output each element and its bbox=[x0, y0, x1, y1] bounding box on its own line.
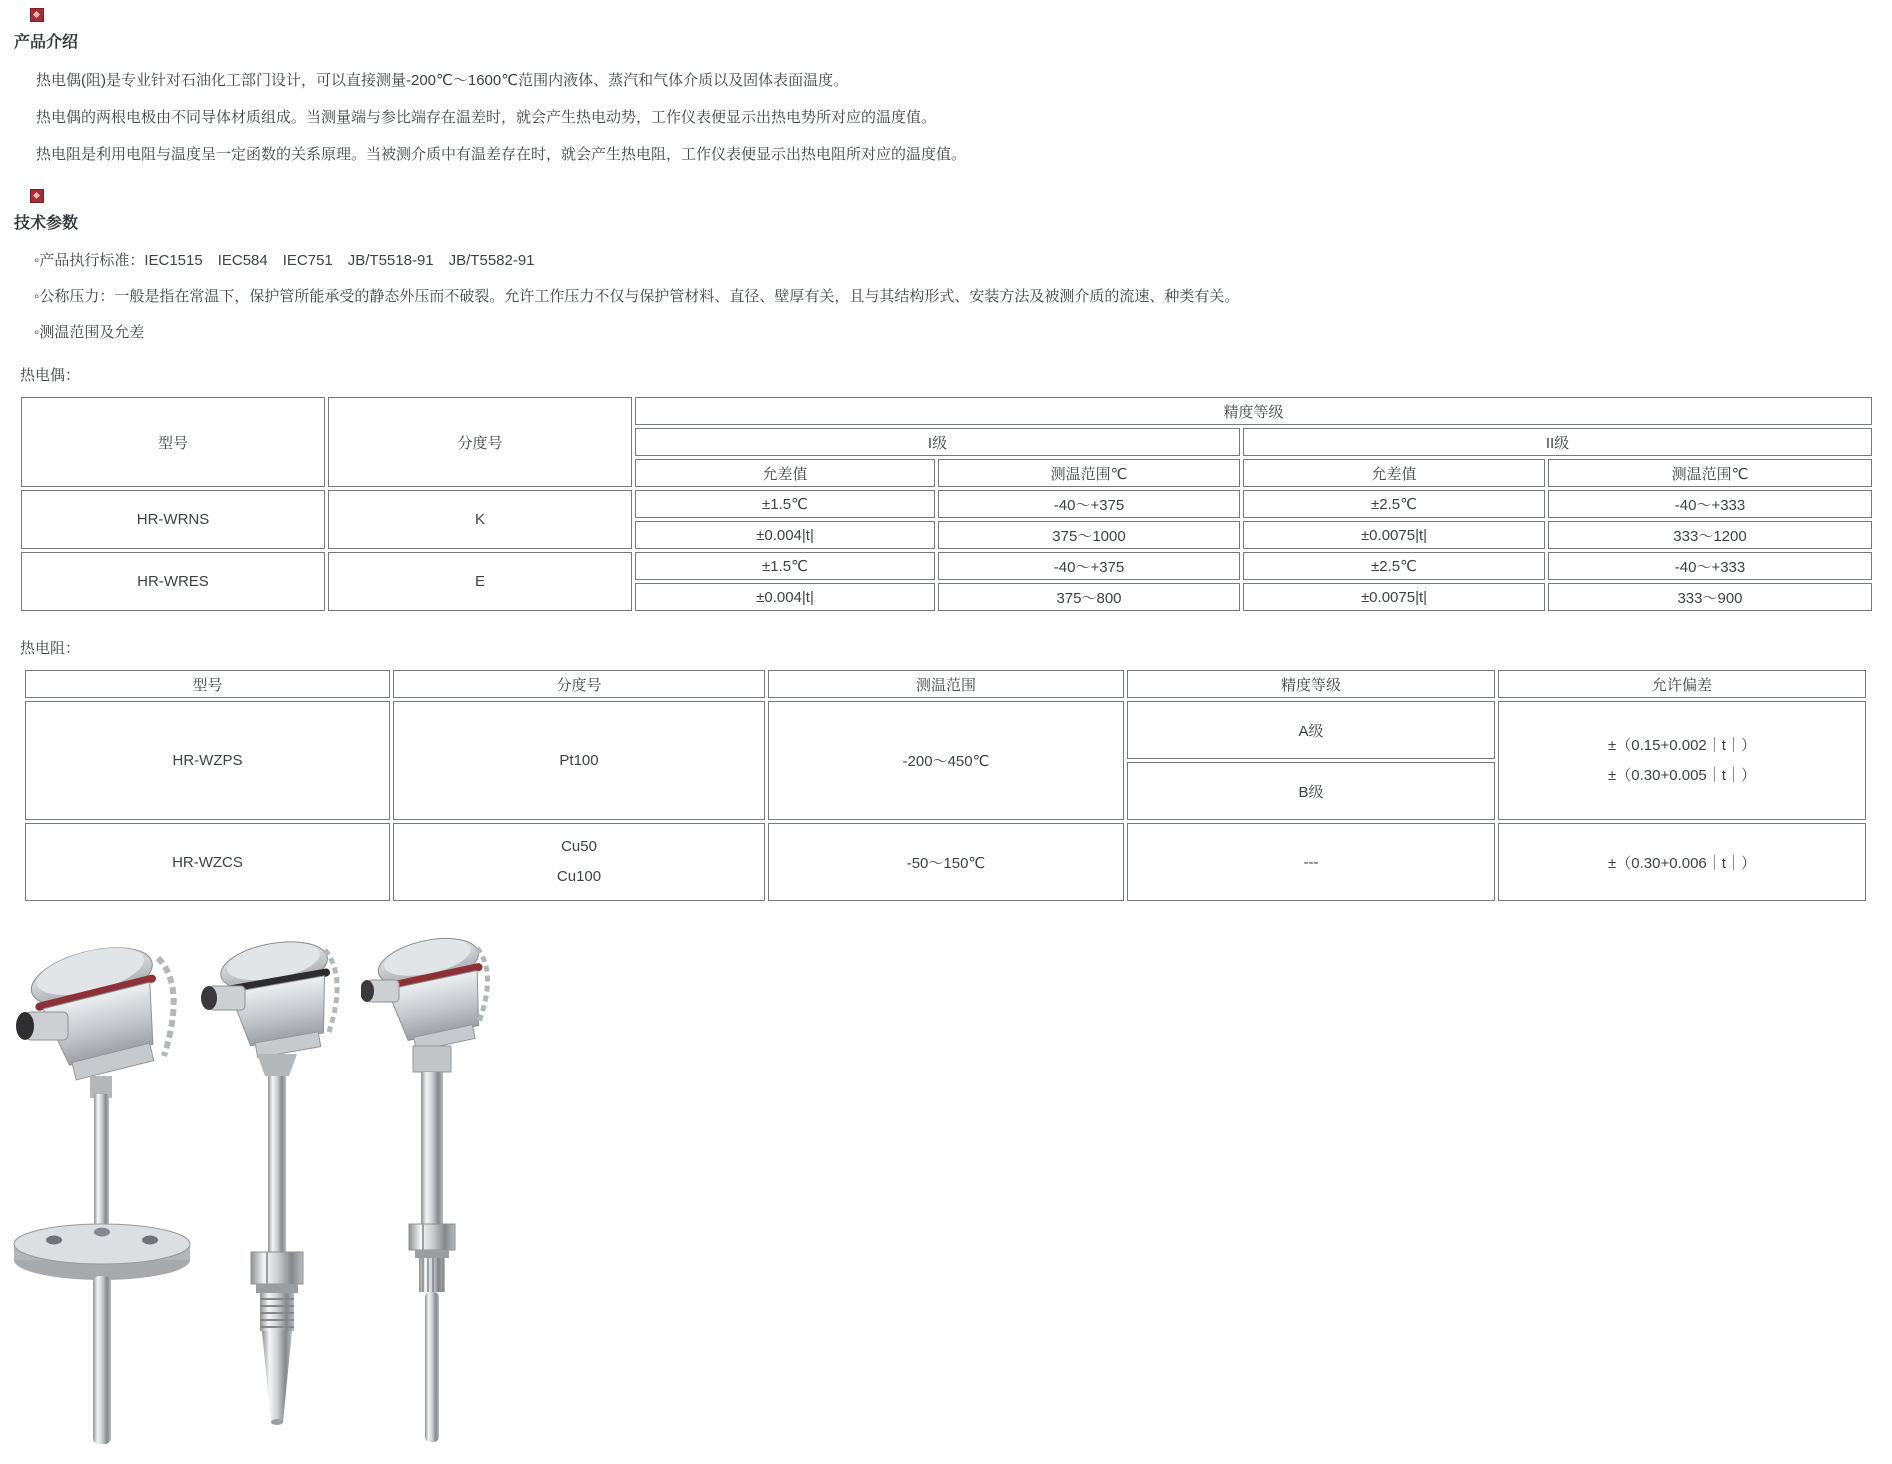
product-photos bbox=[6, 924, 1892, 1464]
section-marker-icon bbox=[30, 8, 44, 22]
cell-range: 375～800 bbox=[938, 583, 1240, 611]
table-header-row bbox=[25, 670, 1866, 698]
cell-range: -40～+333 bbox=[1548, 552, 1872, 580]
cell-range: -200～450℃ bbox=[768, 701, 1124, 820]
cell-tolerance: ±1.5℃ bbox=[635, 552, 935, 580]
th-range: 测温范围 bbox=[768, 670, 1124, 698]
cell-tolerance: ±0.004|t| bbox=[635, 583, 935, 611]
cell-tolerance: ±1.5℃ bbox=[635, 490, 935, 518]
cell-grade: --- bbox=[1127, 823, 1495, 901]
deviation-line-1: ±（0.15+0.002｜t｜） bbox=[1608, 736, 1756, 754]
cell-range: -40～+333 bbox=[1548, 490, 1872, 518]
intro-paragraph-2: 热电偶的两根电极由不同导体材质组成。当测量端与参比端存在温差时，就会产生热电动势，工作仪表便显示出热电势所对应的温度值。 bbox=[36, 109, 937, 126]
th-graduation: 分度号 bbox=[328, 397, 632, 487]
product-photo-flange-thermocouple bbox=[6, 924, 201, 1454]
th-tolerance: 允差值 bbox=[635, 459, 935, 487]
th-range: 测温范围℃ bbox=[938, 459, 1240, 487]
cell-graduation bbox=[393, 823, 765, 901]
th-class-2: II级 bbox=[1243, 428, 1872, 456]
cell-range: -40～+375 bbox=[938, 490, 1240, 518]
table-row bbox=[25, 823, 1866, 901]
th-accuracy-class: 精度等级 bbox=[635, 397, 1872, 425]
cell-model: HR-WRES bbox=[21, 552, 325, 611]
cell-range: -50～150℃ bbox=[768, 823, 1124, 901]
table-row bbox=[21, 552, 1872, 580]
rtd-table-label: 热电阻： bbox=[20, 640, 81, 657]
deviation-line-2: ±（0.30+0.005｜t｜） bbox=[1608, 766, 1756, 784]
th-model: 型号 bbox=[21, 397, 325, 487]
product-photo-threaded-thermocouple bbox=[201, 924, 361, 1454]
th-graduation: 分度号 bbox=[393, 670, 765, 698]
cell-grade: A级 bbox=[1127, 701, 1495, 759]
cell-deviation: ±（0.30+0.006｜t｜） bbox=[1498, 823, 1866, 901]
thermocouple-table bbox=[18, 394, 1875, 614]
cell-range: 333～900 bbox=[1548, 583, 1872, 611]
table-header-row bbox=[21, 397, 1872, 425]
tech-bullet-range: ◦测温范围及允差 bbox=[34, 324, 145, 341]
graduation-line-2: Cu100 bbox=[556, 868, 602, 885]
th-class-1: I级 bbox=[635, 428, 1240, 456]
cell-range: 333～1200 bbox=[1548, 521, 1872, 549]
cell-tolerance: ±0.0075|t| bbox=[1243, 521, 1545, 549]
th-tolerance: 允差值 bbox=[1243, 459, 1545, 487]
cell-graduation: K bbox=[328, 490, 632, 549]
th-deviation: 允许偏差 bbox=[1498, 670, 1866, 698]
tech-bullet-standards: ◦产品执行标准：IEC1515 IEC584 IEC751 JB/T5518-91 JB/T5582-91 bbox=[34, 252, 535, 269]
intro-paragraph-1: 热电偶(阻)是专业针对石油化工部门设计，可以直接测量-200℃～1600℃范围内液体、蒸汽和气体介质以及固体表面温度。 bbox=[36, 72, 849, 89]
section-title-product-intro: 产品介绍 bbox=[14, 34, 79, 51]
th-accuracy-class: 精度等级 bbox=[1127, 670, 1495, 698]
cell-range: -40～+375 bbox=[938, 552, 1240, 580]
section-marker-icon bbox=[30, 189, 44, 203]
table-row bbox=[21, 490, 1872, 518]
product-photo-slim-thermocouple bbox=[361, 924, 511, 1454]
cell-range: 375～1000 bbox=[938, 521, 1240, 549]
cell-tolerance: ±0.004|t| bbox=[635, 521, 935, 549]
thermocouple-table-label: 热电偶： bbox=[20, 367, 81, 384]
cell-graduation: Pt100 bbox=[393, 701, 765, 820]
graduation-line-1: Cu50 bbox=[561, 838, 597, 855]
tech-bullet-pressure: ◦公称压力：一般是指在常温下，保护管所能承受的静态外压而不破裂。允许工作压力不仅与保护管材料、直径、壁厚有关，且与其结构形式、安装方法及被测介质的流速、种类有关。 bbox=[34, 288, 1240, 305]
cell-deviation bbox=[1498, 701, 1866, 820]
th-range: 测温范围℃ bbox=[1548, 459, 1872, 487]
cell-tolerance: ±0.0075|t| bbox=[1243, 583, 1545, 611]
th-model: 型号 bbox=[25, 670, 390, 698]
cell-model: HR-WZCS bbox=[25, 823, 390, 901]
cell-tolerance: ±2.5℃ bbox=[1243, 552, 1545, 580]
cell-grade: B级 bbox=[1127, 762, 1495, 820]
cell-graduation: E bbox=[328, 552, 632, 611]
table-row bbox=[25, 701, 1866, 759]
intro-paragraph-3: 热电阻是利用电阻与温度呈一定函数的关系原理。当被测介质中有温差存在时，就会产生热电阻，工作仪表便显示出热电阻所对应的温度值。 bbox=[36, 146, 967, 163]
section-title-tech-params: 技术参数 bbox=[14, 215, 79, 232]
cell-model: HR-WRNS bbox=[21, 490, 325, 549]
rtd-table bbox=[22, 667, 1869, 904]
cell-model: HR-WZPS bbox=[25, 701, 390, 820]
cell-tolerance: ±2.5℃ bbox=[1243, 490, 1545, 518]
